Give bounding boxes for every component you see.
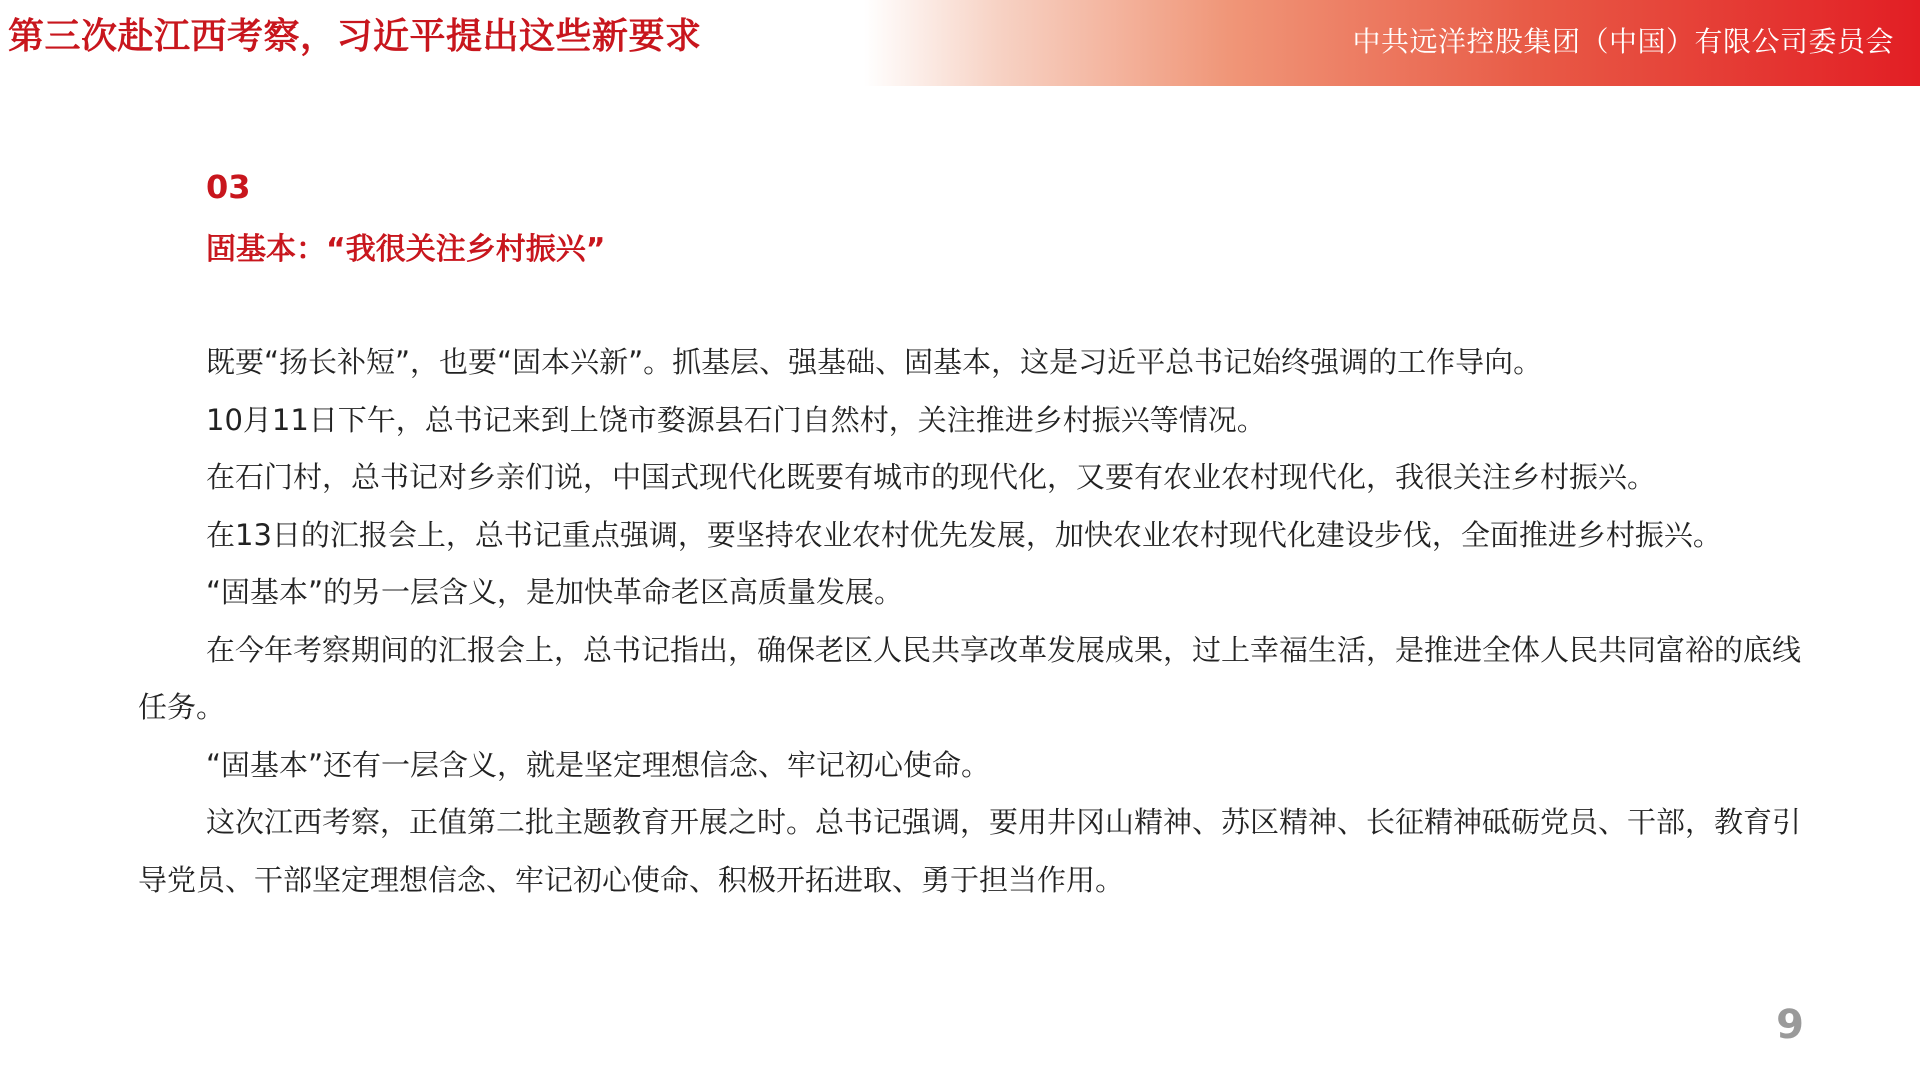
paragraph: “固基本”还有一层含义，就是坚定理想信念、牢记初心使命。: [206, 747, 991, 782]
page-number: 9: [1776, 1002, 1804, 1048]
section-heading: 固基本：“我很关注乡村振兴”: [206, 232, 606, 267]
paragraph: 10月11日下午，总书记来到上饶市婺源县石门自然村，关注推进乡村振兴等情况。: [206, 402, 1266, 437]
paragraph: “固基本”的另一层含义，是加快革命老区高质量发展。: [206, 575, 904, 609]
paragraph: 在石门村，总书记对乡亲们说，中国式现代化既要有城市的现代化，又要有农业农村现代化，我很关注乡村振兴。: [206, 460, 1657, 494]
paragraph: 既要“扬长补短”，也要“固本兴新”。抓基层、强基础、固基本，这是习近平总书记始终强调的工作导向。: [206, 345, 1543, 379]
section-number: 03: [206, 168, 251, 206]
paragraph: 在13日的汇报会上，总书记重点强调，要坚持农业农村优先发展，加快农业农村现代化建设步伐，全面推进乡村振兴。: [206, 517, 1722, 552]
paragraph: 在今年考察期间的汇报会上，总书记指出，确保老区人民共享改革发展成果，过上幸福生活，是推进全体人民共同富裕的底线任务。: [138, 632, 1802, 724]
organization-name: 中共远洋控股集团（中国）有限公司委员会: [1352, 25, 1894, 58]
page-title: 第三次赴江西考察，习近平提出这些新要求: [8, 16, 702, 57]
paragraph: 这次江西考察，正值第二批主题教育开展之时。总书记强调，要用井冈山精神、苏区精神、长征精神砥砺党员、干部，教育引导党员、干部坚定理想信念、牢记初心使命、积极开拓进取、勇于担当作用。: [138, 805, 1802, 897]
article-body: [138, 334, 1818, 909]
